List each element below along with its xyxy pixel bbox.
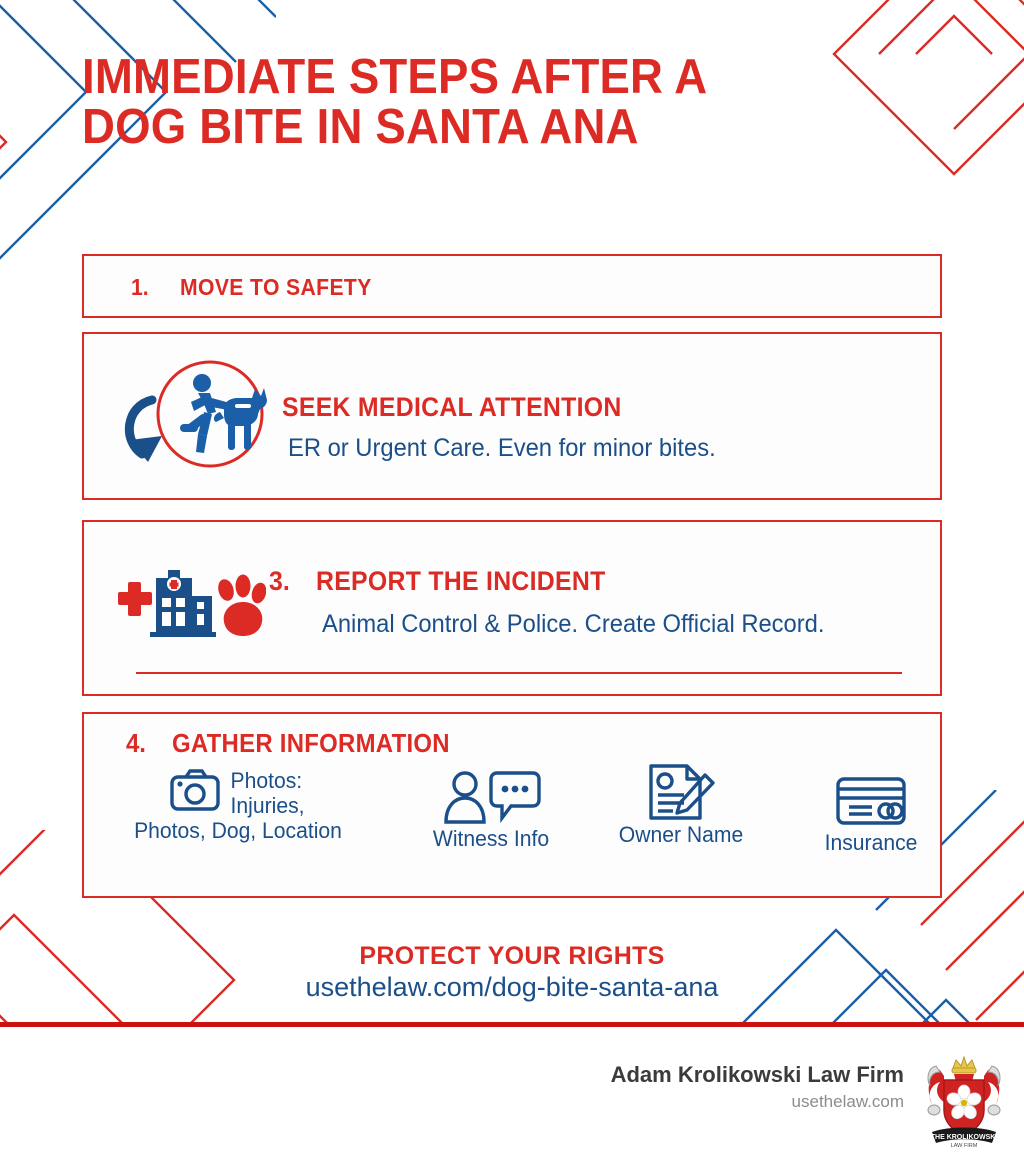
step-2-box [82,332,942,500]
witness-speech-icon [396,768,586,826]
step-4-number: 4. [126,728,146,758]
page-title: IMMEDIATE STEPS AFTER A DOG BITE IN SANTA ANA [82,50,708,154]
step-3-number: 3. [269,566,290,596]
cta-url[interactable]: usethelaw.com/dog-bite-santa-ana [305,972,719,1002]
step-4-title: GATHER INFORMATION [172,728,450,758]
gather-item-witness [396,768,586,851]
insurance-caption: Insurance [824,830,918,855]
document-pen-icon [586,764,776,822]
person-running-from-dog-icon [112,356,272,487]
footer [0,1027,1024,1154]
decoration-top-right [794,0,1024,204]
photos-caption-lead: Photos: Injuries, [231,768,305,818]
step-3-icon-group [106,560,266,655]
witness-caption: Witness Info [432,826,550,851]
step-4-items [84,768,940,888]
gather-item-owner [586,764,776,847]
red-cross-icon [118,582,152,616]
logo-banner-bottom: LAW FIRM [950,1143,978,1148]
owner-caption: Owner Name [618,822,744,847]
step-2-description: ER or Urgent Care. Even for minor bites. [288,434,716,462]
step-1-box [82,254,942,318]
step-3-divider [136,672,902,674]
camera-icon [169,768,221,817]
logo-banner-top: THE KROLIKOWSKI [930,1134,998,1141]
footer-website: usethelaw.com [791,1092,904,1111]
krolikowski-crest-logo [918,1048,1010,1153]
step-2-title: SEEK MEDICAL ATTENTION [282,392,622,422]
step-3-title: REPORT THE INCIDENT [316,566,606,596]
cta-headline: PROTECT YOUR RIGHTS [359,942,665,970]
photos-caption-below: Photos, Dog, Location [134,818,342,843]
step-3-description: Animal Control & Police. Create Official Record. [322,610,825,638]
step-3-box [82,520,942,696]
paw-print-icon [216,575,266,637]
footer-firm-name: Adam Krolikowski Law Firm [610,1062,904,1087]
step-4-box [82,712,942,898]
step-1-number: 1. [131,274,149,300]
gather-item-insurance [776,772,966,855]
insurance-card-icon [776,772,966,830]
step-1-label: MOVE TO SAFETY [180,274,372,300]
gather-item-photos [94,768,382,843]
